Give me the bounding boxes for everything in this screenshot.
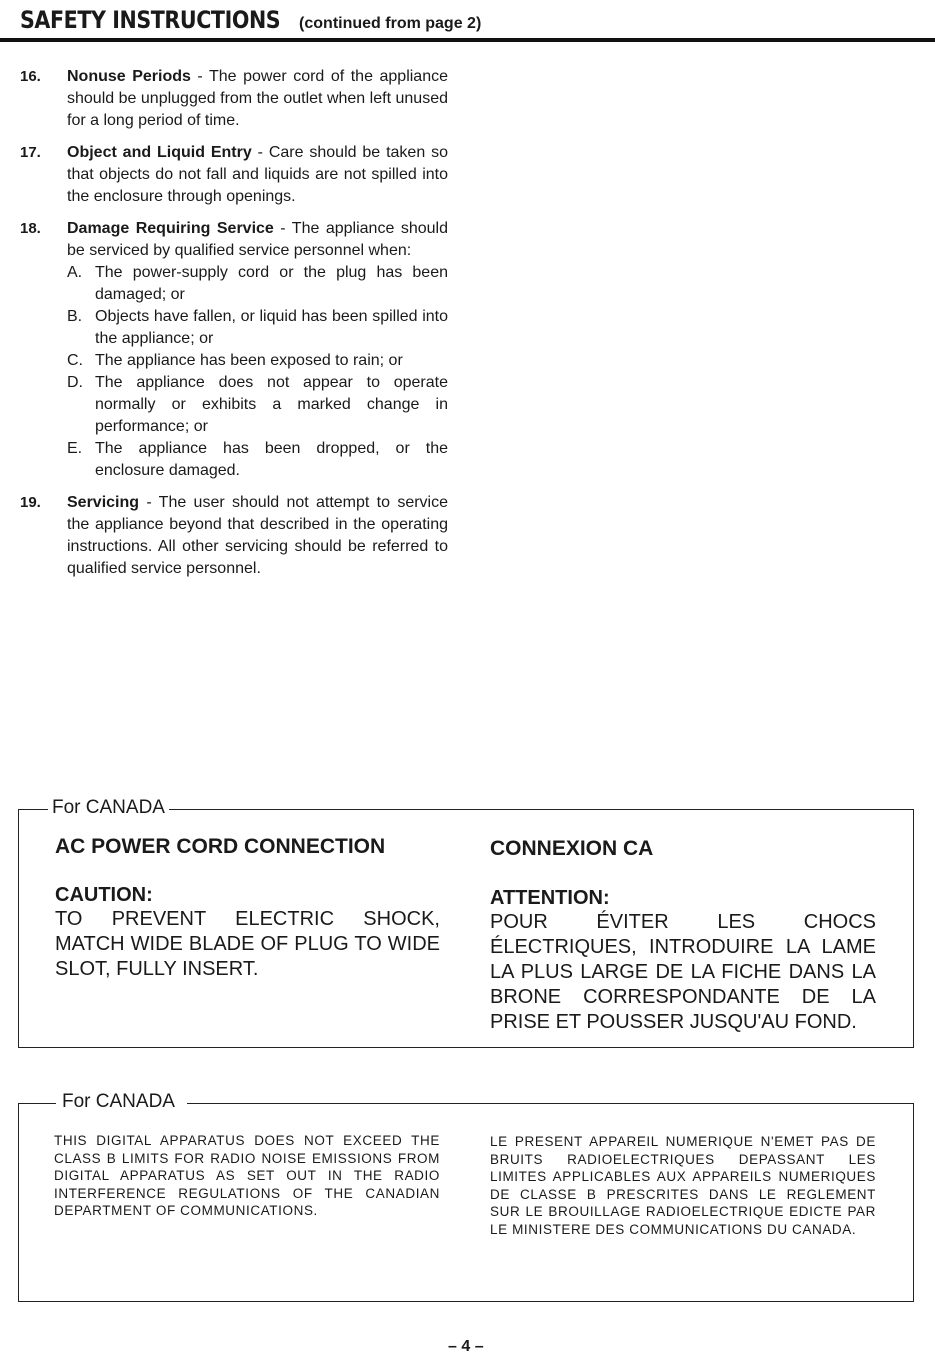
page-subtitle: (continued from page 2): [299, 15, 482, 32]
subitem-letter: D.: [67, 374, 83, 391]
page-title: SAFETY INSTRUCTIONS: [20, 6, 281, 34]
safety-item-18: [20, 218, 448, 482]
page-header: [20, 6, 481, 34]
subitem-d: [67, 372, 448, 438]
subitem-b: [67, 306, 448, 350]
fr-section-title: CONNEXION CA: [490, 837, 654, 860]
item-text: - The appliance should be serviced by qualified service personnel when:: [67, 220, 448, 259]
en-radio-notice: THIS DIGITAL APPARATUS DOES NOT EXCEED THE CLASS B LIMITS FOR RADIO NOISE EMISSIONS FROM DIGITAL APPARATUS AS SET OUT IN THE RADIO INTERFERENCE REGULATIONS OF THE CANADIAN DEPARTMENT OF COMMUNICATIONS.: [54, 1133, 440, 1218]
item-heading: Servicing: [67, 494, 140, 511]
canada-box-legend: For CANADA: [48, 797, 169, 819]
fr-caution-text: POUR ÉVITER LES CHOCS ÉLECTRIQUES, INTRODUIRE LA LAME LA PLUS LARGE DE LA FICHE DANS LA BRONE CORRESPONDANTE DE LA PRISE ET POUSSER JUSQU'AU FOND.: [490, 911, 876, 1033]
item-text: - The power cord of the appliance should be unplugged from the outlet when left unused for a long period of time.: [67, 68, 448, 129]
header-rule: [0, 38, 935, 42]
subitem-letter: E.: [67, 440, 83, 457]
item-heading: Nonuse Periods: [67, 68, 191, 85]
subitem-letter: B.: [67, 308, 83, 325]
fr-radio-notice: LE PRESENT APPAREIL NUMERIQUE N'EMET PAS DE BRUITS RADIOELECTRIQUES DEPASSANT LES LIMITES APPLICABLES AUX APPAREILS NUMERIQUES DE CLASSE B PRESCRITES DANS LE REGLEMENT SUR LE BROUILLAGE RADIOELECTRIQUE EDICTE PAR LE MINISTERE DES COMMUNICATIONS DU CANADA.: [490, 1134, 876, 1237]
subitem-text: The appliance does not appear to operate normally or exhibits a marked change in performance; or: [95, 374, 448, 435]
item-heading: Damage Requiring Service: [67, 220, 274, 237]
item-number: 19.: [20, 494, 41, 511]
subitem-text: Objects have fallen, or liquid has been spilled into the appliance; or: [95, 308, 448, 347]
item-number: 18.: [20, 220, 41, 237]
safety-item-16: [20, 66, 448, 132]
subitem-c: [67, 350, 448, 372]
item-text: - Care should be taken so that objects do not fall and liquids are not spilled into the enclosure through openings.: [67, 144, 448, 205]
canada-box-legend: For CANADA: [56, 1091, 187, 1113]
item-number: 17.: [20, 144, 41, 161]
item-number: 16.: [20, 68, 41, 85]
subitem-a: [67, 262, 448, 306]
subitem-text: The power-supply cord or the plug has been damaged; or: [95, 264, 448, 303]
subitem-letter: C.: [67, 352, 83, 369]
fr-caution-label: ATTENTION:: [490, 887, 610, 909]
safety-item-17: [20, 142, 448, 208]
en-caution-text: TO PREVENT ELECTRIC SHOCK, MATCH WIDE BLADE OF PLUG TO WIDE SLOT, FULLY INSERT.: [55, 908, 440, 980]
subitem-text: The appliance has been dropped, or the enclosure damaged.: [95, 440, 448, 479]
safety-item-list: [20, 66, 448, 590]
page-number: – 4 –: [448, 1338, 484, 1355]
subitem-e: [67, 438, 448, 482]
en-section-title: AC POWER CORD CONNECTION: [55, 835, 386, 858]
en-caution-label: CAUTION:: [55, 884, 153, 906]
subitem-text: The appliance has been exposed to rain; or: [95, 352, 403, 369]
item-heading: Object and Liquid Entry: [67, 144, 252, 161]
subitem-letter: A.: [67, 264, 83, 281]
safety-item-19: [20, 492, 448, 580]
item-text: - The user should not attempt to service the appliance beyond that described in the operating instructions. All other servicing should be referred to qualified service personnel.: [67, 494, 448, 577]
